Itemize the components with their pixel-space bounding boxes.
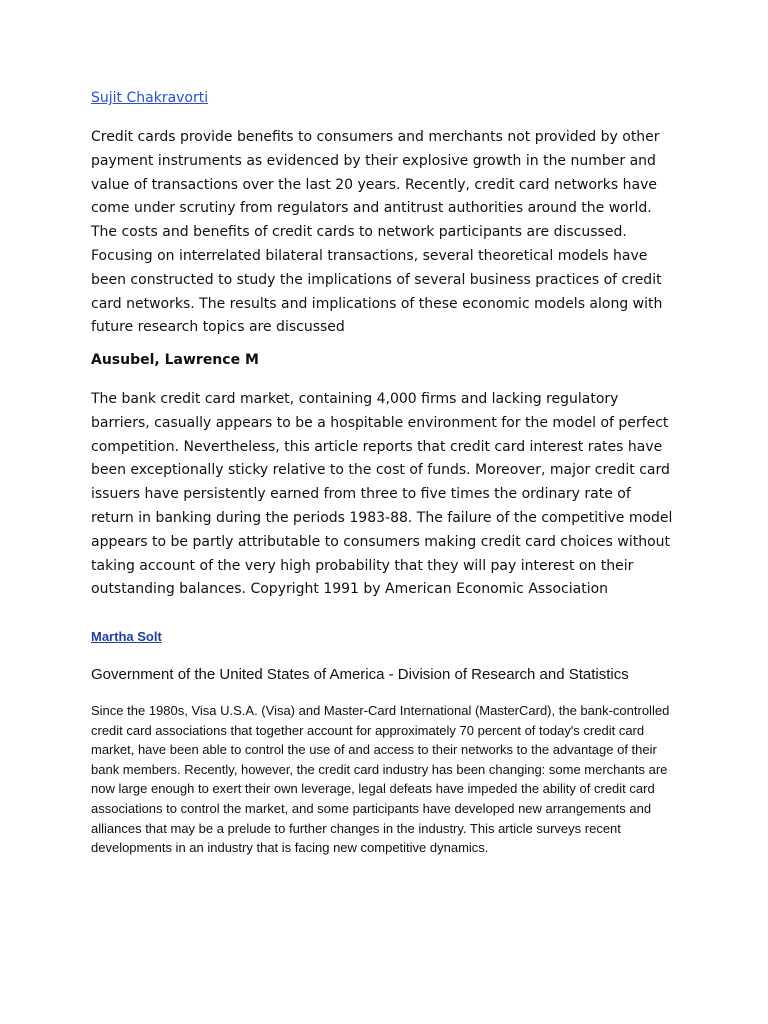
abstract-solt: Since the 1980s, Visa U.S.A. (Visa) and Master-Card International (MasterCard), the bank-controlled credit card associations that together account for approximately 70 percent of today's credit card market, have been able to control the use of and access to their networks to the advantage of their bank members. Recently, however, the credit card industry has been changing: some merchants are now large enough to exert their own leverage, legal defeats have impeded the ability of credit card associations to control the market, and some participants have developed new arrangements and alliances that may be a prelude to further changes in the industry. This article surveys recent developments in an industry that is facing new competitive dynamics. xyxy=(91,703,670,856)
organization-heading-solt: Government of the United States of America - Division of Research and Statistics xyxy=(91,666,629,683)
author-link-chakravorti[interactable]: Sujit Chakravorti xyxy=(91,90,209,106)
author-heading-ausubel: Ausubel, Lawrence M xyxy=(91,352,259,368)
abstract-ausubel: The bank credit card market, containing 4,000 firms and lacking regulatory barriers, casually appears to be a hospitable environment for the model of perfect competition. Nevertheless, this article reports that credit card interest rates have been exceptionally sticky relative to the cost of funds. Moreover, major credit card issuers have persistently earned from three to five times the ordinary rate of return in banking during the periods 1983-88. The failure of the competitive model appears to be partly attributable to consumers making credit card choices without taking account of the very high probability that they will pay interest on their outstanding balances. Copyright 1991 by American Economic Association xyxy=(91,391,673,598)
abstract-chakravorti: Credit cards provide benefits to consumers and merchants not provided by other payment instruments as evidenced by their explosive growth in the number and value of transactions over the last 20 years. Recently, credit card networks have come under scrutiny from regulators and antitrust authorities around the world. The costs and benefits of credit cards to network participants are discussed. Focusing on interrelated bilateral transactions, several theoretical models have been constructed to study the implications of several business practices of credit card networks. The results and implications of these economic models along with future research topics are discussed xyxy=(91,129,663,336)
author-link-solt[interactable]: Martha Solt xyxy=(91,629,162,644)
